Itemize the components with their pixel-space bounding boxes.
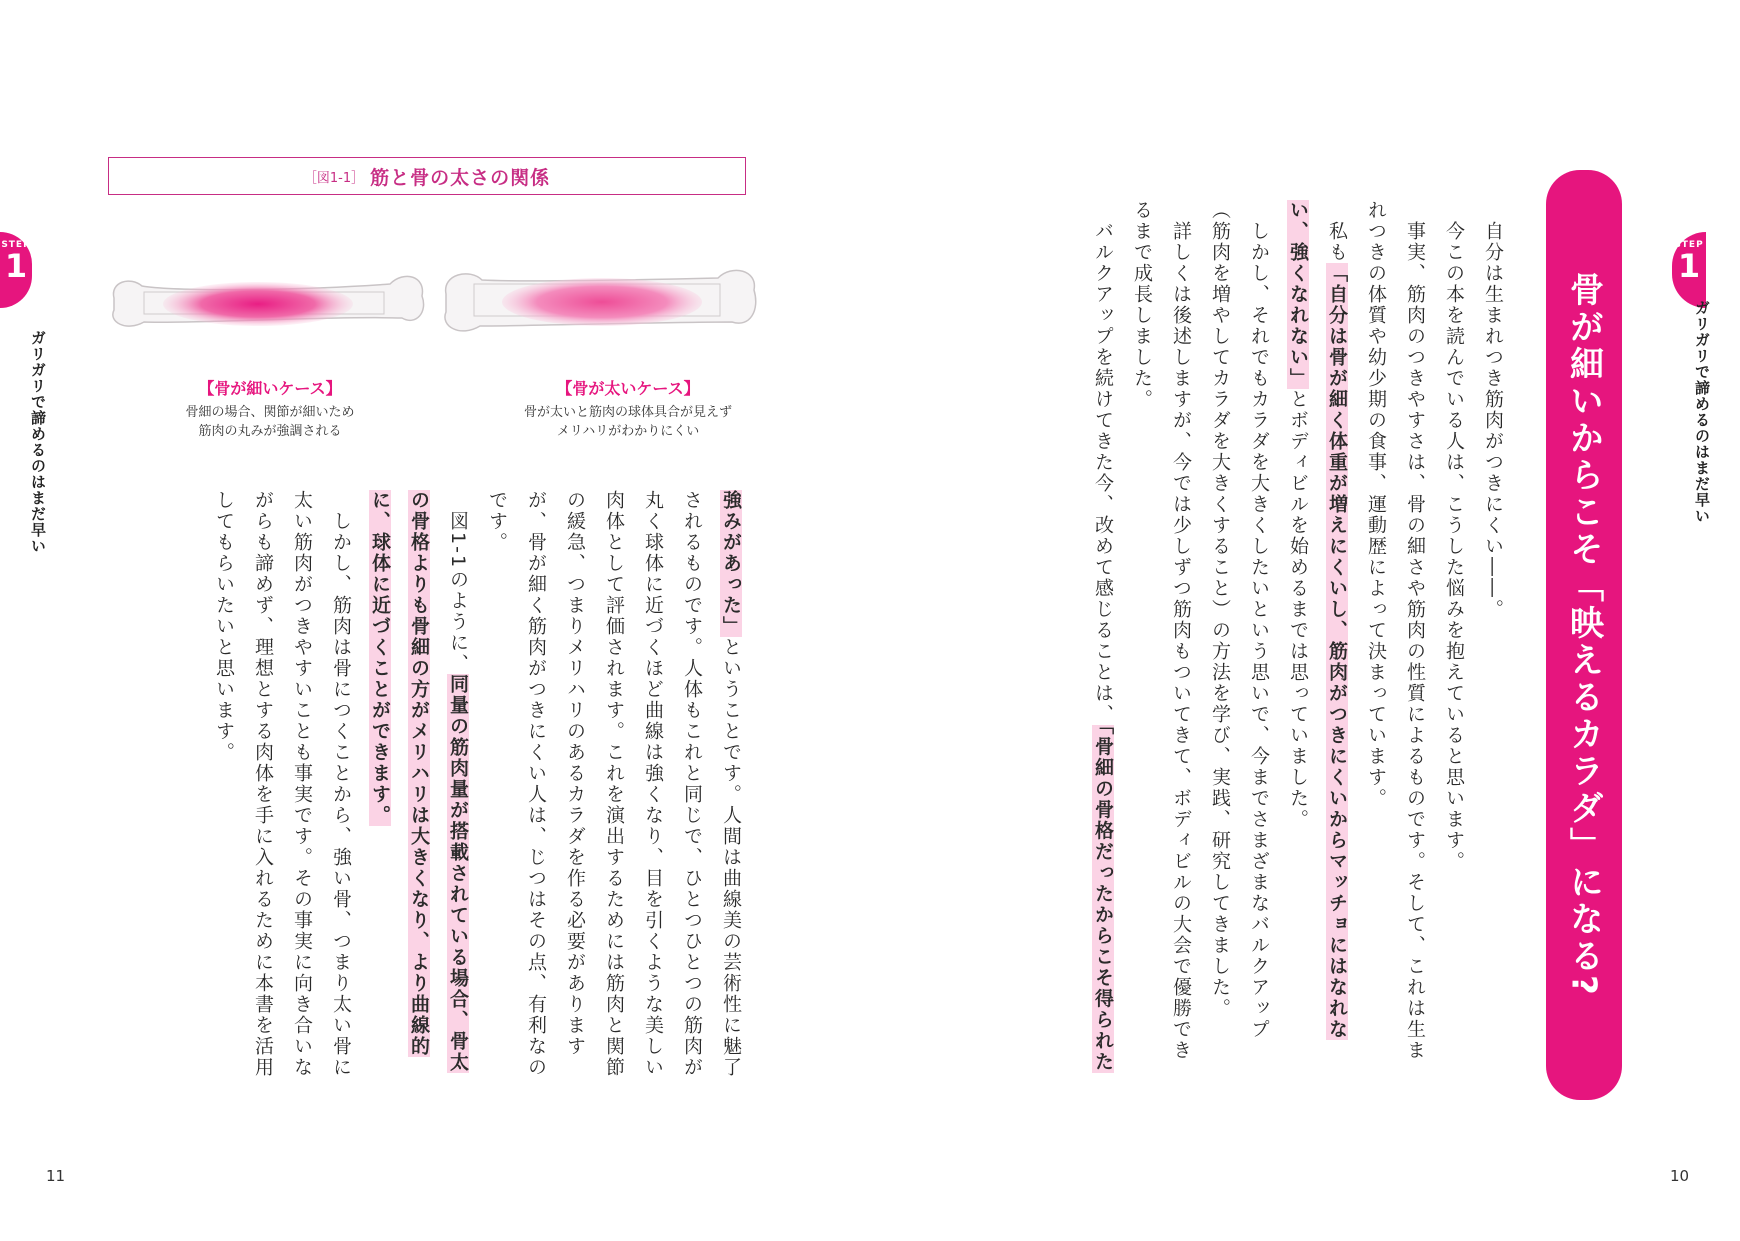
right-paragraph-6-text: 詳しくは後述しますが、今では少しずつ筋肉もついてきて、ボディビルの大会で優勝できるまで成長しました。 bbox=[1131, 200, 1192, 1061]
right-paragraph-3 bbox=[1356, 200, 1434, 1080]
right-paragraph-2-text: 今この本を読んでいる人は、こうした悩みを抱えていると思います。 bbox=[1443, 221, 1465, 872]
left-paragraph-1 bbox=[477, 490, 750, 1090]
chapter-heading: 骨が細いからこそ「映えるカラダ」になる? bbox=[1563, 272, 1604, 998]
right-paragraph-1-text: 自分は生まれつき筋肉がつきにくい――。 bbox=[1482, 221, 1504, 620]
step-word: STEP bbox=[1, 240, 31, 250]
step-word: STEP bbox=[1674, 240, 1704, 250]
figure-label: ［図1-1］ bbox=[303, 170, 365, 186]
case-thick bbox=[478, 376, 778, 441]
thin-muscle-shape bbox=[163, 282, 353, 326]
right-paragraph-7 bbox=[1083, 200, 1122, 1080]
left-paragraph-3 bbox=[204, 490, 360, 1090]
left-paragraph-2-lead: 図1-1のように、 bbox=[447, 511, 469, 675]
bone-muscle-illustration-thick bbox=[440, 266, 760, 346]
highlight-belief: 「自分は骨が細く体重が増えにくいし、筋肉がつきにくいからマッチョにはなれない、強くなれない」 bbox=[1287, 200, 1348, 1040]
left-paragraph-3-text: しかし、筋肉は骨につくことから、強い骨、つまり太い骨に太い筋肉がつきやすいことも事実です。その事実に向き合いながらも諦めず、理想とする肉体を手に入れるために本書を活用してもらいたいと思います。 bbox=[213, 490, 352, 1078]
right-paragraph-4-lead: 私も bbox=[1326, 221, 1348, 263]
case-thick-desc-2: メリハリがわかりにくい bbox=[556, 424, 700, 439]
figure-caption-frame bbox=[108, 157, 746, 195]
right-paragraph-1 bbox=[1473, 200, 1512, 1080]
case-thin-desc-1: 骨細の場合、関節が細いため bbox=[185, 405, 355, 420]
right-paragraph-2 bbox=[1434, 200, 1473, 1080]
step-tab-left bbox=[0, 232, 32, 308]
right-paragraph-3-text: 事実、筋肉のつきやすさは、骨の細さや筋肉の性質によるものです。そして、これは生まれつきの体質や幼少期の食事、運動歴によって決まっています。 bbox=[1365, 200, 1426, 1061]
chapter-heading-banner bbox=[1546, 170, 1622, 1100]
left-paragraph-2 bbox=[360, 490, 477, 1090]
case-thin-desc-2: 筋肉の丸みが強調される bbox=[198, 424, 342, 439]
right-paragraph-5-text: しかし、それでもカラダを大きくしたいという思いで、今までさまざまなバルクアップ（筋肉を増やしてカラダを大きくすること）の方法を学び、実践、研究してきました。 bbox=[1209, 200, 1270, 1040]
left-body-text bbox=[150, 490, 750, 1090]
case-thick-desc-1: 骨が太いと筋肉の球体具合が見えず bbox=[523, 405, 732, 420]
page-number-left: 11 bbox=[46, 1167, 66, 1185]
left-paragraph-1-text: ということです。人間は曲線美の芸術性に魅了されるものです。人体もこれと同じで、ひとつひとつの筋肉が丸く球体に近づくほど曲線は強くなり、目を引くような美しい肉体として評価されます。これを演出するためには筋肉と関節の緩急、つまりメリハリのあるカラダを作る必要がありますが、骨が細く筋肉がつきにくい人は、じつはその点、有利なのです。 bbox=[486, 490, 742, 1078]
side-title-left: ガリガリで諦めるのはまだ早い bbox=[29, 330, 47, 554]
right-paragraph-7-lead: バルクアップを続けてきた今、改めて感じることは、 bbox=[1092, 221, 1114, 725]
page-number-right: 10 bbox=[1670, 1167, 1690, 1185]
highlight-figure-claim: 同量の筋肉量が搭載されている場合、骨太の骨格よりも骨細の方がメリハリは大きくなり、より曲線的に、球体に近づくことができます。 bbox=[369, 490, 469, 1074]
highlight-bone-advantage: 「骨細の骨格だったからこそ得られた bbox=[1092, 725, 1114, 1073]
right-paragraph-6 bbox=[1122, 200, 1200, 1080]
step-tab-right bbox=[1672, 232, 1706, 308]
right-body-text bbox=[992, 200, 1512, 1080]
highlight-strength: 強みがあった」 bbox=[720, 490, 742, 637]
step-number: 1 bbox=[4, 247, 28, 285]
right-paragraph-4-tail: とボディビルを始めるまでは思っていました。 bbox=[1287, 389, 1309, 830]
figure-title: 筋と骨の太さの関係 bbox=[370, 166, 551, 189]
case-thick-title: 【骨が太いケース】 bbox=[556, 379, 700, 398]
right-paragraph-4 bbox=[1278, 200, 1356, 1080]
case-thin-title: 【骨が細いケース】 bbox=[198, 379, 342, 398]
side-title-right: ガリガリで諦めるのはまだ早い bbox=[1693, 300, 1711, 524]
bone-muscle-illustration-thin bbox=[108, 268, 428, 348]
step-number: 1 bbox=[1677, 247, 1701, 285]
right-paragraph-5 bbox=[1200, 200, 1278, 1080]
thick-muscle-shape bbox=[502, 278, 702, 326]
case-thin bbox=[150, 376, 390, 441]
